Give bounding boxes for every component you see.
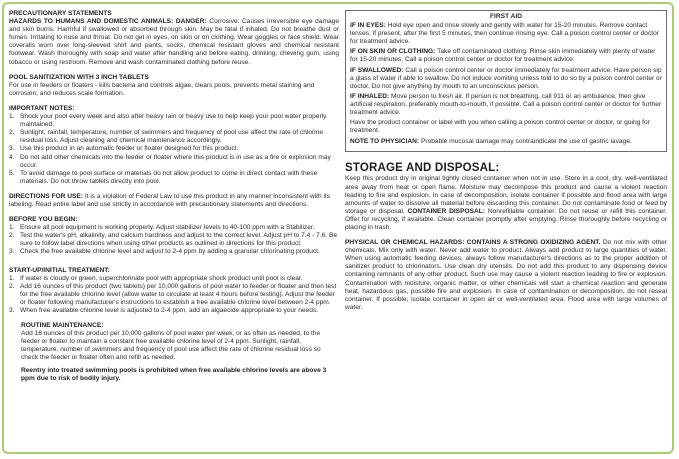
list-item: 3. Check the free available chlorine level and adjust to 2-4 ppm by adding a granular chlorinating product.	[9, 248, 320, 256]
list-item: 4. Do not add other chemicals into the feeder or floater where this product is in use as a fire or explosion may occur.	[9, 153, 331, 169]
directions-text: It is a violation of Federal Law to use this product in any manner inconsistent with its labeling. Read entire label and use strictly in accordance with precautionary statements and directions.	[9, 192, 331, 208]
precautionary-title: PRECAUTIONARY STATEMENTS	[9, 10, 112, 17]
list-item: 3. Use this product in an automatic feeder or floater designed for this product.	[9, 145, 239, 153]
list-item: 1. If water is cloudy or green, superchlorinate pool with appropriate shock product until pool is clear.	[9, 274, 303, 282]
physical-hazards-paragraph	[345, 239, 667, 312]
first-aid-box	[345, 10, 667, 152]
physical-hazards-heading: PHYSICAL OR CHEMICAL HAZARDS: CONTAINS A STRONG OXIDIZING AGENT.	[345, 239, 601, 247]
physical-hazards-text: Do not mix with other chemicals. Mix only with water. Never add water to product. Always add product to large quantities of water. When using automatic feeding devices, always follow manufacturer's directions as to the proper addition of sanitizer product to chlorinators. Use clean dry utensils. Do not add this product to any dispensing device containing remnants of any other product. Such use may cause a violent reaction leading to fire or explosion. Contamination with moisture, organic matter, or other chemicals will start a chemical reaction and generate heat, hazardous gas, possible fire and explosion. In case of contamination or decomposition, do not reseal container. If possible, isolate container in open air or well-ventilated area. Flood area with large volumes of water.	[345, 239, 668, 311]
important-notes-list	[9, 113, 339, 186]
routine-text: Add 16 ounces of this product per 10,000 gallons of pool water per week, or as often as needed, to the feeder or floater to maintain a constant free available chlorine level of 2-4 ppm. Sunlight, rainfall, temperature, number of swimmers and frequency of pool use affect the rate of chlorine residual loss so check the feeder or floater often and refill as needed.	[21, 330, 321, 362]
important-notes-heading: IMPORTANT NOTES:	[9, 104, 75, 112]
storage-title: STORAGE AND DISPOSAL:	[345, 162, 500, 175]
first-aid-title: FIRST AID	[490, 13, 522, 20]
startup-heading: START-UP/INITIAL TREATMENT:	[9, 266, 110, 274]
first-aid-swallowed: IF SWALLOWED: Call a poison control center or doctor immediately for treatment advice. Have person sip a glass of water if able to swallow. Do not induce vomiting unless told to do so by a poison control center or doctor. Do not give anything by mouth to an unconscious person.	[350, 66, 662, 90]
first-aid-skin: IF ON SKIN OR CLOTHING: Take off contaminated clothing. Rinse skin immediately with plenty of water for 15-20 minutes. Call a poison control center or doctor for treatment advice.	[350, 48, 656, 64]
reentry-warning: Reentry into treated swimming pools is prohibited when free available chlorine levels are above 3 ppm due to risk of bodily injury.	[21, 366, 327, 382]
left-column	[9, 10, 339, 383]
list-item: 1. Ensure all pool equipment is working properly. Adjust stabilizer levels to 40-100 ppm with a Stabilizer.	[9, 224, 315, 232]
list-item: 3. When free available chlorine level is adjusted to 2-4 ppm, add an algaecide appropriate to your needs.	[9, 307, 319, 314]
before-begin-heading: BEFORE YOU BEGIN:	[9, 216, 78, 224]
list-item: 2. Test the water's pH, alkalinity, and calcium hardness and adjust to the correct level. Adjust pH to 7.4 - 7.6. Be sure to follow label directions when using other products as outlined in directions for this product.	[9, 232, 338, 248]
first-aid-container: Have the product container or label with you when calling a poison control center or doctor, or going for treatment.	[350, 119, 650, 135]
hazards-paragraph	[9, 18, 339, 67]
first-aid-eyes: IF IN EYES: Hold eye open and rinse slowly and gently with water for 15-20 minutes. Remove contact lenses, if present, after the first 5 minutes, then continue rinsing eye. Call a poison control center or doctor for treatment advice.	[350, 22, 659, 46]
pool-sanitization-heading: POOL SANITIZATION WITH 3 INCH TABLETS	[9, 73, 149, 81]
right-column	[345, 10, 667, 312]
before-begin-list	[9, 224, 339, 256]
routine-section	[9, 322, 339, 383]
list-item: 2. Add 16 ounces of this product (two tablets) per 10,000 gallons of pool water to feeder or floater and then test for the free available chlorine level (allow water to circulate at least 4 hours before testing). Adjust the feeder or floater following manufacturer's instructions to establish a free available chlorine level between 2-4 ppm.	[9, 282, 337, 306]
routine-heading: ROUTINE MAINTENANCE:	[21, 322, 104, 330]
pool-sanitization-text: For use in feeders or floaters - kills bacteria and controls algae, clears pools, prevents metal staining and corrosion, and reduces scale formation.	[9, 81, 315, 97]
directions-paragraph	[9, 193, 339, 209]
first-aid-inhaled: IF INHALED: Move person to fresh air. If person is not breathing, call 911 or an ambulance, then give artificial respiration, preferably mouth-to-mouth, if possible. Call a poison control center or doctor for further treatment advice.	[350, 92, 662, 117]
first-aid-physician: NOTE TO PHYSICIAN: Probable mucosal damage may contraindicate the use of gastric lavage.	[350, 138, 632, 146]
startup-list	[9, 275, 339, 315]
storage-text: Keep this product dry in original tightly closed container when not in use. Store in a cool, dry, well-ventilated area away from heat or open flame. Moisture may decompose this product and cause a violent reaction leading to fire and explosion. In case of decomposition, isolate container if possible and flood area with large amounts of water to dissolve all material before discarding this container. Do not contaminate food or feed by storage or disposal. CONTAINER DISPOSAL: Nonrefillable container. Do not reuse or refill this container. Offer for recycling, if available. Clean container promptly after emptying. Rinse thoroughly before recycling or placing in trash.	[345, 175, 667, 231]
hazards-heading: HAZARDS TO HUMANS AND DOMESTIC ANIMALS: DANGER:	[9, 18, 207, 26]
list-item: 5. To avoid damage to pool surface or materials do not allow product to come in direct contact with these materials. Do not throw tablets directly into pool.	[9, 169, 318, 185]
list-item: 1. Shock your pool every week and also after heavy rain or heavy use to help keep your pool water properly maintained.	[9, 113, 327, 129]
hazards-text: Corrosive: Causes irreversible eye damage and skin burns. Harmful if swallowed or absorbed through skin. May be fatal if inhaled. Do not breathe dust or fumes. Irritating to nose and throat. Do not get in eyes, on skin or on clothing. Wear goggles or face shield. Wear coveralls worn over long-sleeved shirt and pants, socks, chemical resistant gloves and chemical resistant footwear. Wash thoroughly with soap and water after handling and before eating, drinking, chewing gum, using tobacco or using restroom. Remove and wash contaminated clothing before reuse.	[9, 18, 340, 66]
list-item: 2. Sunlight, rainfall, temperature, number of swimmers and frequency of pool use affect the rate of chlorine residual loss. Adjust cleaning and chemical maintenance accordingly.	[9, 129, 323, 145]
directions-heading: DIRECTIONS FOR USE:	[9, 192, 83, 200]
